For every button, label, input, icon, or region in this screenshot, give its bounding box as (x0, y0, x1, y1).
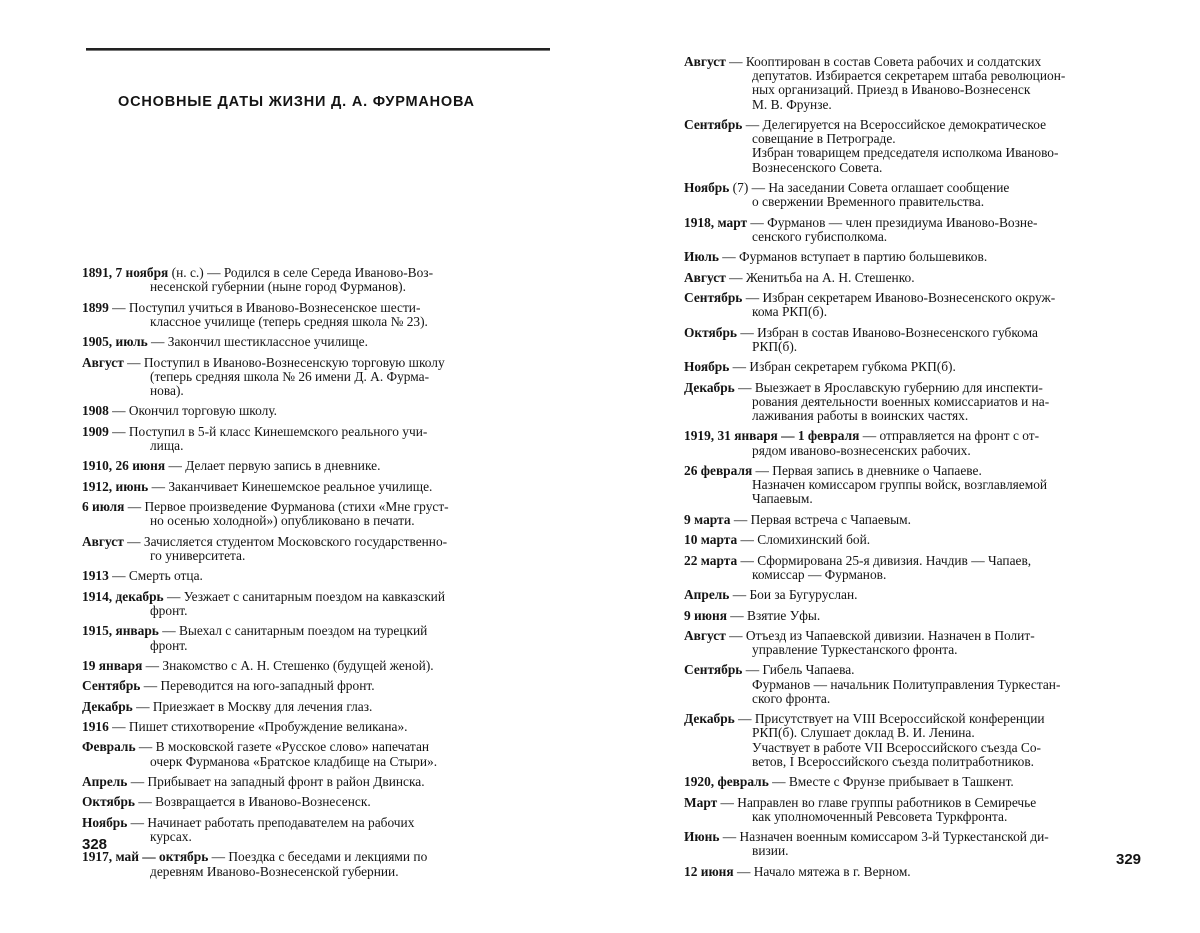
entry-date: 1891, 7 ноября (82, 265, 169, 280)
entry-text: нова). (150, 382, 184, 398)
entry-first-line (684, 663, 1154, 677)
entry-date: Март (684, 794, 718, 810)
chronology-entry (684, 663, 1154, 706)
entry-first-line (684, 250, 1154, 264)
entry-date: 1914, декабрь (82, 588, 164, 604)
entry-date: 1899 (82, 299, 109, 315)
entry-date: Сентябрь (82, 678, 141, 694)
entry-first-line (82, 740, 548, 754)
chronology-entry (684, 554, 1154, 582)
entry-first-line (684, 464, 1154, 478)
page-number-left: 328 (82, 836, 108, 853)
entry-first-line (82, 356, 548, 370)
entry-text: — Поступил в 5-й класс Кинешемского реального учи- (108, 423, 428, 439)
entry-text: ского фронта. (752, 690, 831, 706)
entry-continuation-line (82, 755, 548, 769)
entry-continuation-line (684, 395, 1154, 409)
entry-date: Апрель (82, 774, 128, 790)
chronology-entry (82, 700, 548, 714)
entry-first-line (82, 500, 548, 514)
entry-text: — Первая встреча с Чапаевым. (730, 511, 911, 527)
entry-text: — Начало мятежа в г. Верном. (733, 863, 911, 879)
entry-first-line (684, 381, 1154, 395)
chronology-entry (82, 659, 548, 673)
entry-text: как уполномоченный Ревсовета Туркфронта. (752, 808, 1008, 824)
entry-text: фронт. (150, 637, 188, 653)
entry-text: — Пишет стихотворение «Пробуждение великана». (108, 719, 408, 735)
entry-continuation-line (82, 315, 548, 329)
entry-first-line (82, 404, 548, 418)
entry-first-line (684, 291, 1154, 305)
entry-first-line (82, 335, 548, 349)
entry-continuation-line (684, 98, 1154, 112)
entry-text: — Поступил учиться в Иваново-Вознесенское шести- (108, 299, 421, 315)
entry-date: 22 марта (684, 552, 738, 568)
entry-text: классное училище (теперь средняя школа № 23). (150, 313, 428, 329)
entry-text: (н. с.) — Родился в селе Середа Иваново-Воз- (168, 265, 434, 280)
chronology-entry (684, 326, 1154, 354)
entry-text: ветов, I Всероссийского съезда политработников. (752, 753, 1034, 769)
chronology-entry (82, 301, 548, 329)
entry-continuation-line (684, 132, 1154, 146)
entry-date: Сентябрь (684, 662, 743, 678)
entry-date: Июль (684, 249, 719, 265)
entry-continuation-line (684, 810, 1154, 824)
entry-date: Август (684, 627, 726, 643)
entry-date: Ноябрь (684, 359, 730, 375)
entry-continuation-line (684, 161, 1154, 175)
entry-first-line (684, 533, 1154, 547)
chronology-entry (684, 381, 1154, 424)
chronology-entry (684, 181, 1154, 209)
entry-text: — Вместе с Фрунзе прибывает в Ташкент. (768, 774, 1014, 790)
entry-continuation-line (684, 568, 1154, 582)
entry-date: 1912, июнь (82, 478, 149, 494)
entry-text: Участвует в работе VII Всероссийского съезда Со- (752, 739, 1042, 755)
entry-text: сенского губисполкома. (752, 228, 888, 244)
entry-text: фронт. (150, 602, 188, 618)
entry-text: — Выезжает в Ярославскую губернию для инспекти- (734, 379, 1043, 395)
entry-text: — Взятие Уфы. (726, 607, 821, 623)
entry-date: 26 февраля (684, 462, 753, 478)
entry-text: — Кооптирован в состав Совета рабочих и солдатских (725, 54, 1042, 69)
chronology-entry (82, 459, 548, 473)
entry-continuation-line (82, 439, 548, 453)
entry-text: — Зачисляется студентом Московского государственно- (123, 533, 448, 549)
entry-text: РКП(б). (752, 338, 798, 354)
entry-text: — Фурманов — член президиума Иваново-Возне- (747, 214, 1038, 230)
entry-continuation-line (684, 195, 1154, 209)
entry-text: лища. (150, 437, 184, 453)
entry-text: РКП(б). Слушает доклад В. И. Ленина. (752, 725, 975, 741)
entry-date: 19 января (82, 657, 143, 673)
entry-first-line (82, 816, 548, 830)
entry-date: 1909 (82, 423, 109, 439)
chronology-entry (684, 865, 1154, 879)
entry-text: — Избран секретарем Иваново-Вознесенского окруж- (742, 289, 1056, 305)
entry-text: несенской губернии (ныне город Фурманов). (150, 279, 406, 295)
entry-date: 6 июля (82, 499, 125, 515)
chronology-entry (684, 250, 1154, 264)
entry-text: го университета. (150, 547, 246, 563)
entry-first-line (684, 181, 1154, 195)
entry-date: 1910, 26 июня (82, 458, 166, 474)
chronology-entry (684, 588, 1154, 602)
entry-text: — В московской газете «Русское слово» напечатан (135, 739, 430, 755)
chronology-entry (684, 118, 1154, 175)
entry-text: — Делает первую запись в дневнике. (165, 458, 381, 474)
entry-first-line (684, 429, 1154, 443)
entry-text: рядом иваново-вознесенских рабочих. (752, 442, 971, 458)
entry-continuation-line (684, 444, 1154, 458)
entry-first-line (684, 629, 1154, 643)
entry-continuation-line (684, 643, 1154, 657)
entry-date: 1905, июль (82, 334, 148, 350)
entry-text: — Уезжает с санитарным поездом на кавказский (163, 588, 445, 604)
chronology-entry (684, 775, 1154, 789)
entry-continuation-line (684, 83, 1154, 97)
chronology-entry (684, 464, 1154, 507)
entry-continuation-line (82, 370, 548, 384)
entry-date: 1919, 31 января — 1 февраля (684, 428, 860, 444)
entry-text: — Избран секретарем губкома РКП(б). (729, 359, 956, 375)
entry-text: кома РКП(б). (752, 304, 828, 320)
entry-date: Декабрь (684, 711, 735, 727)
entry-date: 1918, март (684, 214, 748, 230)
entry-first-line (82, 569, 548, 583)
entry-first-line (684, 326, 1154, 340)
entry-first-line (82, 700, 548, 714)
entry-text: — Заканчивает Кинешемское реальное училище. (148, 478, 433, 494)
entry-date: Сентябрь (684, 289, 743, 305)
entry-first-line (684, 712, 1154, 726)
entry-date: 9 марта (684, 511, 731, 527)
entry-date: Август (82, 354, 124, 370)
entry-first-line (82, 301, 548, 315)
chronology-entry (82, 816, 548, 844)
entry-first-line (684, 554, 1154, 568)
entry-first-line (82, 720, 548, 734)
entry-first-line (82, 480, 548, 494)
entry-text: очерк Фурманова «Братское кладбище на Стыри». (150, 753, 438, 769)
entry-first-line (82, 590, 548, 604)
entry-text: — Переводится на юго-западный фронт. (140, 678, 375, 694)
entry-date: 1917, май — октябрь (82, 849, 209, 865)
right-chronology (684, 55, 1154, 885)
entry-text: — Знакомство с А. Н. Стешенко (будущей женой). (142, 657, 434, 673)
entry-text: — Сломихинский бой. (737, 532, 871, 548)
entry-first-line (684, 216, 1154, 230)
entry-text: курсах. (150, 829, 192, 845)
entry-first-line (82, 775, 548, 789)
chronology-entry (684, 360, 1154, 374)
entry-date: Декабрь (82, 698, 133, 714)
entry-continuation-line (684, 69, 1154, 83)
chronology-entry (82, 720, 548, 734)
entry-date: Апрель (684, 587, 730, 603)
entry-first-line (684, 796, 1154, 810)
entry-first-line (82, 659, 548, 673)
entry-first-line (82, 535, 548, 549)
chronology-entry (82, 624, 548, 652)
chronology-entry (82, 740, 548, 768)
right-page (600, 0, 1200, 933)
entry-date: Декабрь (684, 379, 735, 395)
entry-text: комиссар — Фурманов. (752, 566, 887, 582)
entry-date: Август (684, 54, 726, 69)
chronology-entry (82, 850, 548, 878)
entry-text: — Прибывает на западный фронт в район Двинска. (127, 774, 425, 790)
chronology-entry (684, 55, 1154, 112)
entry-text: — Отъезд из Чапаевской дивизии. Назначен в Полит- (725, 627, 1035, 643)
chronology-entry (82, 535, 548, 563)
entry-text: — Возвращается в Иваново-Вознесенск. (135, 794, 371, 810)
chronology-entry (82, 335, 548, 349)
entry-text: но осенью холодной») опубликовано в печати. (150, 513, 415, 529)
entry-text: — Поездка с беседами и лекциями по (208, 849, 428, 865)
entry-continuation-line (684, 305, 1154, 319)
entry-text: — Приезжает в Москву для лечения глаз. (132, 698, 373, 714)
entry-text: — Выехал с санитарным поездом на турецкий (158, 623, 428, 639)
entry-text: — Женитьба на А. Н. Стешенко. (725, 269, 915, 285)
entry-text: (теперь средняя школа № 26 имени Д. А. Фурма- (150, 368, 430, 384)
entry-text: — Смерть отца. (108, 568, 203, 584)
entry-date: 1908 (82, 403, 109, 419)
entry-first-line (684, 830, 1154, 844)
entry-text: деревням Иваново-Вознесенской губернии. (150, 863, 399, 879)
entry-continuation-line (82, 639, 548, 653)
entry-text: — Окончил торговую школу. (108, 403, 278, 419)
entry-text: визии. (752, 843, 789, 859)
entry-text: совещание в Петрограде. (752, 131, 896, 147)
entry-continuation-line (82, 604, 548, 618)
entry-continuation-line (684, 741, 1154, 755)
entry-continuation-line (684, 692, 1154, 706)
entry-date: Август (82, 533, 124, 549)
entry-date: Октябрь (82, 794, 136, 810)
entry-text: — Первое произведение Фурманова (стихи «Мне груст- (124, 499, 449, 515)
entry-text: — отправляется на фронт с от- (859, 428, 1040, 444)
chronology-entry (82, 266, 548, 294)
chronology-entry (82, 480, 548, 494)
entry-first-line (82, 624, 548, 638)
chronology-entry (684, 830, 1154, 858)
entry-first-line (82, 459, 548, 473)
left-chronology (82, 266, 548, 885)
chronology-entry (82, 404, 548, 418)
chronology-entry (684, 796, 1154, 824)
entry-continuation-line (82, 384, 548, 398)
entry-date: 10 марта (684, 532, 738, 548)
entry-continuation-line (82, 280, 548, 294)
chronology-entry (684, 216, 1154, 244)
entry-text: — Начинает работать преподавателем на рабочих (127, 814, 415, 830)
entry-text: о свержении Временного правительства. (752, 194, 985, 210)
entry-continuation-line (684, 409, 1154, 423)
entry-date: Сентябрь (684, 117, 743, 132)
entry-date: 1915, январь (82, 623, 159, 639)
entry-first-line (684, 360, 1154, 374)
chronology-entry (684, 513, 1154, 527)
chronology-entry (82, 569, 548, 583)
chronology-entry (82, 775, 548, 789)
entry-first-line (684, 55, 1154, 69)
entry-continuation-line (82, 514, 548, 528)
entry-continuation-line (684, 678, 1154, 692)
entry-date: 12 июня (684, 863, 734, 879)
chronology-entry (684, 291, 1154, 319)
entry-date: Июнь (684, 829, 720, 845)
chronology-entry (684, 609, 1154, 623)
entry-date: 1916 (82, 719, 109, 735)
entry-first-line (684, 588, 1154, 602)
entry-continuation-line (684, 844, 1154, 858)
chronology-entry (82, 500, 548, 528)
entry-text: ных организаций. Приезд в Иваново-Вознесенск (752, 82, 1031, 98)
entry-text: депутатов. Избирается секретарем штаба революцион- (752, 68, 1066, 84)
entry-continuation-line (684, 230, 1154, 244)
entry-text: М. В. Фрунзе. (752, 96, 832, 112)
entry-date: Февраль (82, 739, 136, 755)
entry-text: (7) — На заседании Совета оглашает сообщение (729, 180, 1010, 195)
chronology-entry (82, 679, 548, 693)
entry-date: 1920, февраль (684, 774, 769, 790)
entry-continuation-line (684, 755, 1154, 769)
chronology-entry (684, 533, 1154, 547)
entry-text: — Присутствует на VIII Всероссийской конференции (734, 711, 1045, 727)
entry-text: управление Туркестанского фронта. (752, 642, 958, 658)
entry-date: 1913 (82, 568, 109, 584)
entry-text: рования деятельности военных комиссариатов и на- (752, 393, 1050, 409)
entry-text: — Сформирована 25-я дивизия. Начдив — Чапаев, (737, 552, 1032, 568)
chronology-entry (82, 590, 548, 618)
entry-first-line (684, 271, 1154, 285)
entry-text: Фурманов — начальник Политуправления Туркестан- (752, 676, 1061, 692)
entry-first-line (684, 513, 1154, 527)
entry-date: 9 июня (684, 607, 727, 623)
entry-first-line (82, 679, 548, 693)
entry-first-line (684, 865, 1154, 879)
entry-text: — Первая запись в дневнике о Чапаеве. (752, 462, 982, 478)
page-number-right: 329 (1116, 851, 1142, 868)
entry-first-line (82, 795, 548, 809)
entry-date: Октябрь (684, 324, 738, 340)
entry-text: — Назначен военным комиссаром 3-й Туркестанской ди- (719, 829, 1049, 845)
entry-text: — Делегируется на Всероссийское демократическое (742, 117, 1047, 132)
chronology-entry (684, 429, 1154, 457)
entry-text: Чапаевым. (752, 491, 813, 507)
entry-text: — Поступил в Иваново-Вознесенскую торговую школу (123, 354, 445, 370)
entry-continuation-line (684, 726, 1154, 740)
entry-continuation-line (82, 865, 548, 879)
entry-text: лаживания работы в воинских частях. (752, 407, 969, 423)
entry-first-line (684, 775, 1154, 789)
entry-text: — Фурманов вступает в партию большевиков. (718, 249, 988, 265)
entry-text: — Избран в состав Иваново-Вознесенского губкома (737, 324, 1038, 340)
entry-text: — Гибель Чапаева. (742, 662, 855, 678)
entry-continuation-line (684, 492, 1154, 506)
entry-continuation-line (684, 478, 1154, 492)
entry-first-line (684, 609, 1154, 623)
entry-continuation-line (82, 830, 548, 844)
entry-first-line (82, 850, 548, 864)
chronology-entry (684, 271, 1154, 285)
entry-date: Август (684, 269, 726, 285)
page-title: ОСНОВНЫЕ ДАТЫ ЖИЗНИ Д. А. ФУРМАНОВА (118, 94, 475, 110)
top-rule (86, 48, 550, 51)
entry-text: Назначен комиссаром группы войск, возглавляемой (752, 477, 1048, 493)
entry-text: — Направлен во главе группы работников в Семиречье (717, 794, 1037, 810)
entry-date: Ноябрь (684, 180, 730, 195)
entry-text: — Закончил шестиклассное училище. (147, 334, 368, 350)
entry-text: Вознесенского Совета. (752, 159, 883, 175)
chronology-entry (684, 629, 1154, 657)
entry-first-line (684, 118, 1154, 132)
entry-text: Избран товарищем председателя исполкома Иваново- (752, 145, 1059, 161)
chronology-entry (82, 356, 548, 399)
entry-continuation-line (684, 340, 1154, 354)
entry-text: — Бои за Бугуруслан. (729, 587, 858, 603)
entry-continuation-line (82, 549, 548, 563)
entry-date: Ноябрь (82, 814, 128, 830)
entry-continuation-line (684, 146, 1154, 160)
entry-first-line (82, 266, 548, 280)
entry-first-line (82, 425, 548, 439)
chronology-entry (82, 795, 548, 809)
chronology-entry (82, 425, 548, 453)
chronology-entry (684, 712, 1154, 769)
